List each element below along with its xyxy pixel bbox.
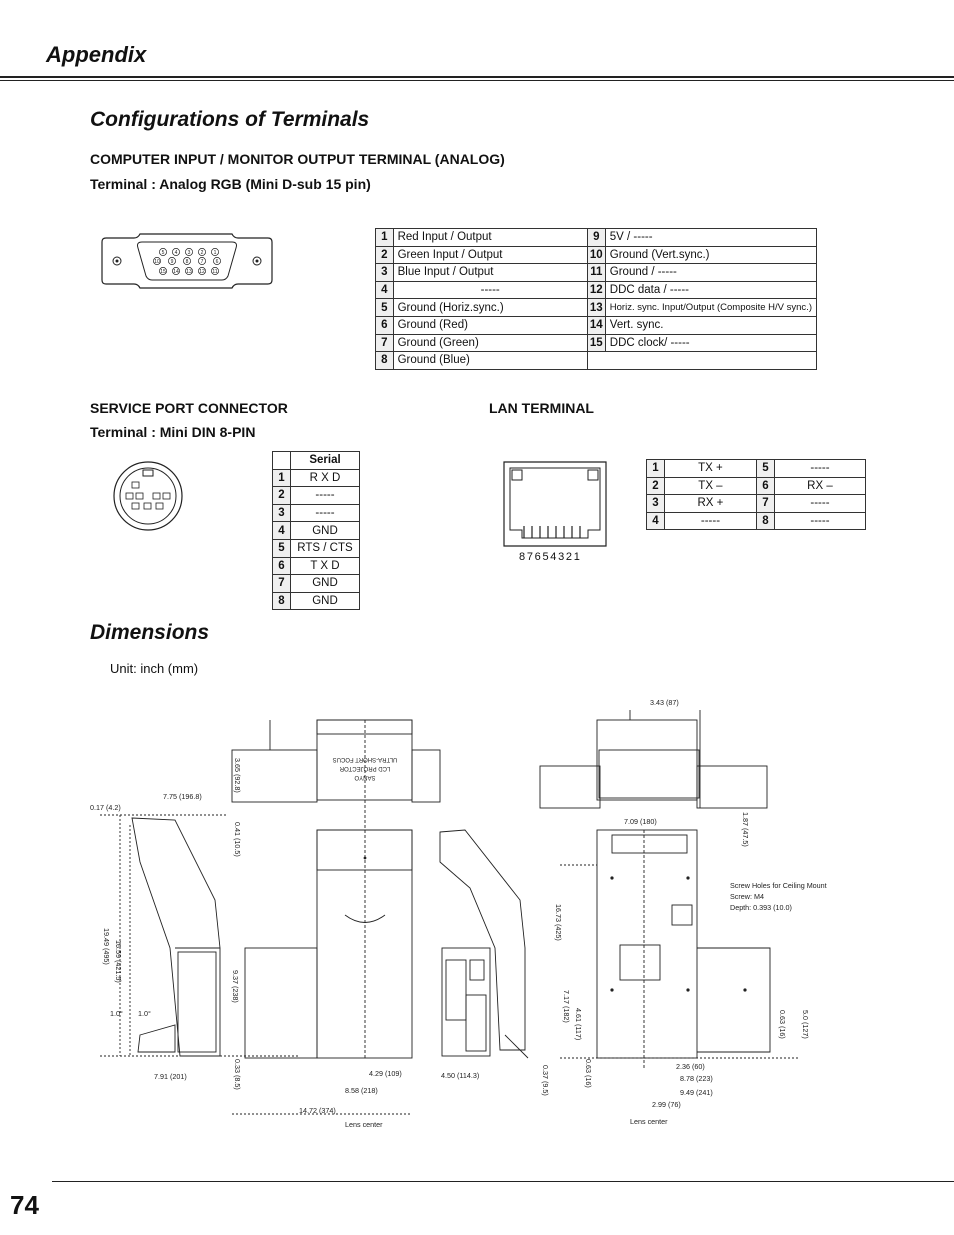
dim-label: 4.29 (109) bbox=[369, 1069, 402, 1078]
pin-number-label: 13 bbox=[186, 268, 192, 275]
pin-number: 4 bbox=[273, 522, 291, 540]
dsub15-connector-icon bbox=[100, 232, 275, 290]
pin-label: ----- bbox=[774, 495, 865, 513]
pin-label: DDC clock/ ----- bbox=[605, 334, 816, 352]
footer-rule bbox=[52, 1181, 954, 1182]
pin-number: 8 bbox=[756, 512, 774, 530]
pin-number-label: 3 bbox=[187, 249, 191, 256]
table-row bbox=[376, 264, 817, 282]
pin-number: 5 bbox=[376, 299, 394, 317]
pin-label: TX + bbox=[665, 460, 757, 478]
dim-label: 8.78 (223) bbox=[680, 1074, 713, 1083]
pin-label: ----- bbox=[665, 512, 757, 530]
pin-label: Ground (Red) bbox=[393, 316, 587, 334]
pin-label: GND bbox=[291, 522, 360, 540]
dim-label: 16.59 (421.5) bbox=[114, 940, 123, 983]
table-row bbox=[376, 334, 817, 352]
dim-label: 1.87 (47.5) bbox=[741, 812, 750, 847]
pin-label: RX – bbox=[774, 477, 865, 495]
table-row bbox=[647, 495, 866, 513]
dim-label: 14.72 (374) bbox=[299, 1106, 336, 1115]
pin-number: 6 bbox=[273, 557, 291, 575]
pin-number: 15 bbox=[587, 334, 605, 352]
unit-label: Unit: inch (mm) bbox=[110, 661, 199, 676]
dim-label: Lens center bbox=[345, 1120, 383, 1129]
pin-number-label: 7 bbox=[200, 258, 204, 265]
pin-number: 11 bbox=[587, 264, 605, 282]
svg-text:LCD PROJECTOR: LCD PROJECTOR bbox=[339, 765, 391, 771]
service-heading: SERVICE PORT CONNECTOR bbox=[90, 400, 288, 416]
screw-note: Screw: M4 bbox=[730, 892, 764, 901]
analog-terminal: Terminal : Analog RGB (Mini D-sub 15 pin) bbox=[90, 176, 371, 192]
dim-label: 7.75 (196.8) bbox=[163, 792, 202, 801]
pin-number-label: 2 bbox=[200, 249, 204, 256]
pin-number: 7 bbox=[376, 334, 394, 352]
dim-label: 9.37 (238) bbox=[231, 970, 240, 1003]
rj45-connector-icon bbox=[500, 460, 612, 550]
pin-number-label: 14 bbox=[173, 268, 179, 275]
dim-label: 2.36 (60) bbox=[676, 1062, 705, 1071]
table-row bbox=[273, 487, 360, 505]
dim-label: Lens center bbox=[630, 1117, 668, 1126]
header-rule bbox=[0, 76, 954, 78]
pin-number: 5 bbox=[273, 539, 291, 557]
pin-label: ----- bbox=[393, 281, 587, 299]
table-row bbox=[273, 522, 360, 540]
pin-label: T X D bbox=[291, 557, 360, 575]
pin-label: 5V / ----- bbox=[605, 229, 816, 247]
dim-label: 2.99 (76) bbox=[652, 1100, 681, 1109]
pin-label: ----- bbox=[774, 512, 865, 530]
pin-label: R X D bbox=[291, 469, 360, 487]
dim-label: 0.33 (8.5) bbox=[233, 1059, 242, 1090]
pin-number: 7 bbox=[273, 575, 291, 593]
pin-label: Ground (Green) bbox=[393, 334, 587, 352]
pin-number: 14 bbox=[587, 316, 605, 334]
header-blank bbox=[273, 452, 291, 470]
analog-pin-table bbox=[375, 228, 817, 370]
pin-number: 2 bbox=[376, 246, 394, 264]
pin-label: RTS / CTS bbox=[291, 539, 360, 557]
table-row bbox=[376, 246, 817, 264]
dimensions-title: Dimensions bbox=[90, 621, 210, 644]
dim-label: 7.09 (180) bbox=[624, 817, 657, 826]
table-row bbox=[273, 575, 360, 593]
pin-label: Green Input / Output bbox=[393, 246, 587, 264]
pin-number-label: 6 bbox=[215, 258, 219, 265]
pin-number: 12 bbox=[587, 281, 605, 299]
pin-label: ----- bbox=[774, 460, 865, 478]
lan-heading: LAN TERMINAL bbox=[489, 400, 594, 416]
dim-label: 19.49 (495) bbox=[102, 928, 111, 965]
pin-label: Ground (Blue) bbox=[393, 352, 587, 370]
table-row bbox=[273, 592, 360, 610]
section-title: Appendix bbox=[46, 42, 147, 67]
pin-label: Blue Input / Output bbox=[393, 264, 587, 282]
lan-pin-table bbox=[646, 459, 866, 530]
pin-label: Horiz. sync. Input/Output (Composite H/V sync.) bbox=[605, 299, 816, 317]
pin-number: 10 bbox=[587, 246, 605, 264]
pin-label: Ground (Vert.sync.) bbox=[605, 246, 816, 264]
pin-number-label: 10 bbox=[154, 258, 160, 265]
pin-number-label: 1 bbox=[213, 249, 217, 256]
pin-number: 4 bbox=[647, 512, 665, 530]
pin-number: 2 bbox=[273, 487, 291, 505]
pin-label: TX – bbox=[665, 477, 757, 495]
dim-label: 7.17 (182) bbox=[562, 990, 571, 1023]
pin-label: Red Input / Output bbox=[393, 229, 587, 247]
table-row bbox=[376, 299, 817, 317]
pin-label: GND bbox=[291, 592, 360, 610]
table-row bbox=[376, 229, 817, 247]
pin-label: Ground / ----- bbox=[605, 264, 816, 282]
pin-number: 6 bbox=[376, 316, 394, 334]
pin-number: 7 bbox=[756, 495, 774, 513]
pin-number: 1 bbox=[647, 460, 665, 478]
dim-label: 7.91 (201) bbox=[154, 1072, 187, 1081]
config-title: Configurations of Terminals bbox=[90, 108, 370, 131]
pin-number: 1 bbox=[376, 229, 394, 247]
pin-number: 3 bbox=[376, 264, 394, 282]
pin-number: 9 bbox=[587, 229, 605, 247]
pin-number: 5 bbox=[756, 460, 774, 478]
empty-cell bbox=[587, 352, 816, 370]
pin-number: 2 bbox=[647, 477, 665, 495]
pin-number: 3 bbox=[273, 504, 291, 522]
pin-number: 3 bbox=[647, 495, 665, 513]
pin-number-label: 9 bbox=[170, 258, 174, 265]
pin-number: 4 bbox=[376, 281, 394, 299]
service-terminal: Terminal : Mini DIN 8-PIN bbox=[90, 424, 256, 440]
pin-number-label: 15 bbox=[160, 268, 166, 275]
pin-number-label: 8 bbox=[185, 258, 189, 265]
table-row bbox=[647, 512, 866, 530]
analog-heading: COMPUTER INPUT / MONITOR OUTPUT TERMINAL (ANALOG) bbox=[90, 151, 505, 167]
mini-din-connector-icon bbox=[110, 458, 186, 538]
pin-label: ----- bbox=[291, 504, 360, 522]
table-row bbox=[273, 557, 360, 575]
pin-label: RX + bbox=[665, 495, 757, 513]
table-row bbox=[376, 352, 817, 370]
header-rule-thin bbox=[0, 80, 954, 81]
svg-text:ULTRA-SHORT FOCUS: ULTRA-SHORT FOCUS bbox=[332, 756, 398, 762]
column-header: Serial bbox=[291, 452, 360, 470]
dim-label: 4.50 (114.3) bbox=[441, 1071, 480, 1080]
dim-label: 0.37 (9.5) bbox=[541, 1065, 550, 1096]
dim-label: 1.0° bbox=[138, 1009, 151, 1018]
dim-label: 0.63 (16) bbox=[584, 1059, 593, 1088]
table-row bbox=[376, 281, 817, 299]
dim-label: 3.65 (92.8) bbox=[233, 758, 242, 793]
pin-number-label: 5 bbox=[161, 249, 165, 256]
table-row bbox=[273, 504, 360, 522]
pin-label: Vert. sync. bbox=[605, 316, 816, 334]
dim-label: 4.61 (117) bbox=[574, 1008, 583, 1041]
dim-label: 8.58 (218) bbox=[345, 1086, 378, 1095]
dim-label: 1.0° bbox=[110, 1009, 123, 1018]
dim-label: 5.0 (127) bbox=[801, 1010, 810, 1039]
table-row bbox=[376, 316, 817, 334]
pin-number-label: 12 bbox=[199, 268, 205, 275]
pin-number-label: 11 bbox=[212, 268, 218, 275]
pin-label: Ground (Horiz.sync.) bbox=[393, 299, 587, 317]
pin-number-label: 4 bbox=[174, 249, 178, 256]
pin-label: GND bbox=[291, 575, 360, 593]
pin-number: 8 bbox=[273, 592, 291, 610]
table-row bbox=[273, 539, 360, 557]
screw-note: Screw Holes for Ceiling Mount bbox=[730, 881, 827, 890]
dim-label: 9.49 (241) bbox=[680, 1088, 713, 1097]
page-number: 74 bbox=[10, 1190, 39, 1220]
dim-label: 0.17 (4.2) bbox=[90, 803, 121, 812]
dim-label: 3.43 (87) bbox=[650, 698, 679, 707]
dim-label: 0.41 (10.5) bbox=[233, 822, 242, 857]
pin-number: 1 bbox=[273, 469, 291, 487]
pin-label: ----- bbox=[291, 487, 360, 505]
pin-number: 13 bbox=[587, 299, 605, 317]
table-header-row bbox=[273, 452, 360, 470]
brand-text: SANYO bbox=[354, 774, 376, 780]
service-pin-table bbox=[272, 451, 360, 610]
dim-label: 0.63 (16) bbox=[778, 1010, 787, 1039]
dim-label: 16.73 (425) bbox=[554, 904, 563, 941]
pin-label: DDC data / ----- bbox=[605, 281, 816, 299]
pin-number: 8 bbox=[376, 352, 394, 370]
pin-number: 6 bbox=[756, 477, 774, 495]
table-row bbox=[273, 469, 360, 487]
table-row bbox=[647, 477, 866, 495]
screw-note: Depth: 0.393 (10.0) bbox=[730, 903, 792, 912]
table-row bbox=[647, 460, 866, 478]
lan-pin-order: 87654321 bbox=[519, 551, 582, 563]
